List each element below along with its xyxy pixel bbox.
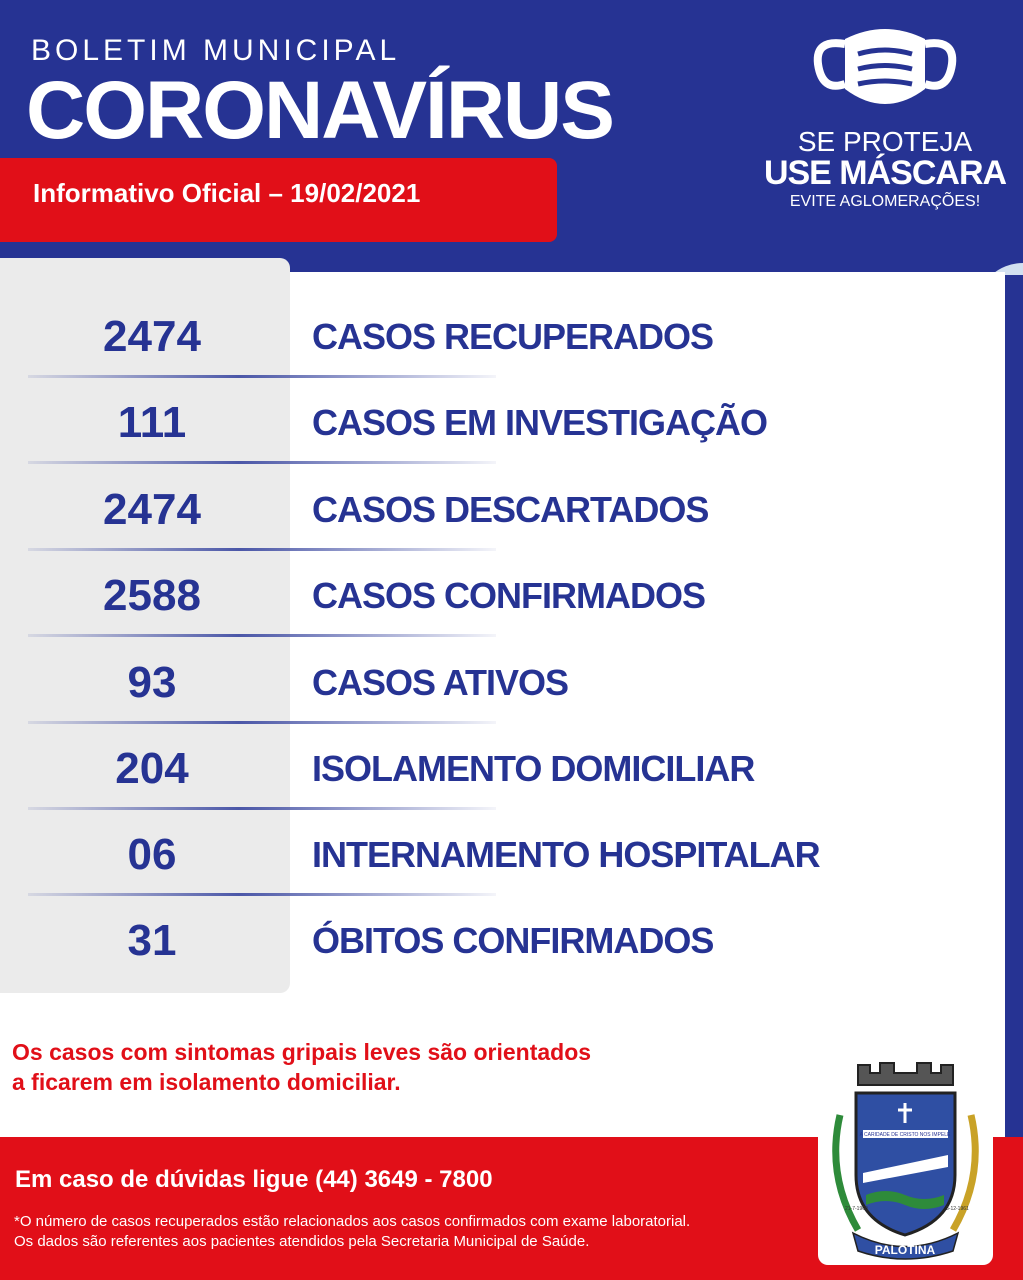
mask-line-1: SE PROTEJA — [797, 126, 973, 157]
stat-value: 2474 — [103, 485, 201, 534]
stat-row — [0, 638, 1005, 724]
disclaimer-line-1: *O número de casos recuperados estão relacionados aos casos confirmados com exame laboratorial. — [14, 1213, 691, 1230]
crest-date-left: 21-7-1960 — [845, 1206, 868, 1212]
stat-row — [0, 551, 1005, 637]
face-mask-icon — [800, 14, 970, 124]
mask-line-2: USE MÁSCARA — [763, 154, 1007, 192]
stat-value: 31 — [127, 916, 177, 965]
symptoms-note — [12, 1037, 591, 1097]
stat-label: CASOS CONFIRMADOS — [312, 575, 706, 616]
stat-value: 111 — [117, 398, 187, 447]
stat-label: ÓBITOS CONFIRMADOS — [312, 920, 714, 961]
contact-phone: Em caso de dúvidas ligue (44) 3649 - 7800 — [15, 1166, 493, 1193]
stat-row — [0, 292, 1005, 378]
date-banner — [0, 158, 557, 242]
stat-row — [0, 465, 1005, 551]
palotina-coat-of-arms — [818, 1055, 993, 1265]
crest-date-right: 3-12-1961 — [946, 1206, 969, 1212]
stat-label: ISOLAMENTO DOMICILIAR — [312, 748, 755, 789]
stat-label: CASOS RECUPERADOS — [312, 316, 714, 357]
date-banner-text: Informativo Oficial – 19/02/2021 — [33, 178, 421, 208]
bulletin-kicker: BOLETIM MUNICIPAL — [31, 34, 401, 67]
disclaimer — [14, 1212, 690, 1252]
stat-row — [0, 896, 1005, 976]
stat-label: CASOS ATIVOS — [312, 662, 569, 703]
stat-label: CASOS DESCARTADOS — [312, 489, 709, 530]
note-line-2: a ficarem em isolamento domiciliar. — [12, 1069, 401, 1095]
stat-row — [0, 724, 1005, 810]
stat-value: 06 — [127, 830, 177, 879]
stat-value: 2474 — [103, 312, 201, 361]
virus-decoration — [903, 230, 1023, 275]
stat-value: 2588 — [103, 571, 201, 620]
row-divider — [28, 634, 496, 637]
crest-name: PALOTINA — [874, 1243, 936, 1257]
page-title: CORONAVÍRUS — [26, 65, 613, 156]
note-line-1: Os casos com sintomas gripais leves são orientados — [12, 1039, 592, 1065]
row-divider — [28, 461, 496, 464]
mask-line-3: EVITE AGLOMERAÇÕES! — [789, 193, 981, 210]
disclaimer-line-2: Os dados são referentes aos pacientes atendidos pela Secretaria Municipal de Saúde. — [14, 1233, 590, 1250]
mask-badge — [760, 14, 1010, 229]
stat-label: INTERNAMENTO HOSPITALAR — [312, 834, 820, 875]
crest-motto: A CARIDADE DE CRISTO NOS IMPELE — [859, 1132, 951, 1138]
stat-label: CASOS EM INVESTIGAÇÃO — [312, 402, 768, 443]
stat-row — [0, 378, 1005, 464]
stat-value: 204 — [115, 744, 189, 793]
stat-value: 93 — [127, 658, 177, 707]
stat-row — [0, 810, 1005, 896]
